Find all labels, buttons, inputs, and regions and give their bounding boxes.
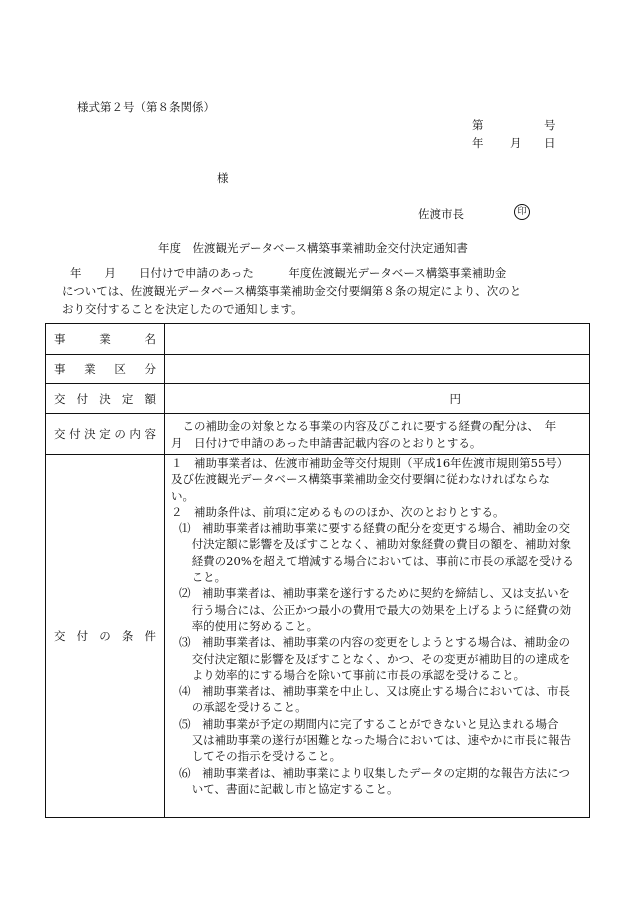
decision-content-label bbox=[46, 414, 165, 455]
table-row bbox=[46, 455, 590, 818]
condition-item bbox=[171, 716, 583, 765]
label-char: 分 bbox=[144, 362, 156, 376]
conditions-list bbox=[165, 455, 590, 818]
condition-line: 経費の20%を超えて増減する場合においては、事前に市長の承認を受ける bbox=[191, 553, 574, 568]
seal-mark: 印 bbox=[514, 204, 530, 220]
form-number: 様式第２号（第８条関係） bbox=[77, 100, 215, 114]
condition-line: してその指示を受けること。 bbox=[191, 749, 342, 764]
table-row bbox=[46, 414, 590, 455]
document-number-suffix: 号 bbox=[544, 118, 556, 132]
date-year-label: 年 bbox=[472, 136, 484, 150]
intro-line: 年 月 日付けで申請のあった 年度佐渡観光データベース構築事業補助金 bbox=[70, 266, 507, 280]
label-char: 交 bbox=[54, 427, 66, 441]
condition-line: 率的使用に努めること。 bbox=[191, 618, 319, 633]
condition-line: 又は補助事業の遂行が困難となった場合においては、速やかに市長に報告 bbox=[191, 733, 572, 748]
project-name-label bbox=[46, 324, 165, 355]
condition-item bbox=[171, 585, 583, 634]
document-number-label: 第 bbox=[472, 118, 484, 132]
grant-decision-table bbox=[45, 323, 590, 818]
label-char: 区 bbox=[114, 362, 126, 376]
intro-line: については、佐渡観光データベース構築事業補助金交付要綱第８条の規定により、次のと bbox=[62, 284, 522, 298]
label-char: 業 bbox=[99, 332, 111, 346]
condition-line: ⑷ 補助事業者は、補助事業を中止し、又は廃止する場合においては、市長 bbox=[179, 684, 571, 699]
date-month-label: 月 bbox=[510, 136, 522, 150]
condition-line: ⑸ 補助事業が予定の期間内に完了することができないと見込まれる場合 bbox=[179, 716, 559, 731]
condition-item bbox=[171, 765, 583, 798]
date-day-label: 日 bbox=[544, 136, 556, 150]
addressee-honorific: 様 bbox=[217, 171, 229, 185]
condition-item bbox=[171, 504, 583, 520]
condition-line: い。 bbox=[171, 488, 194, 503]
condition-line: の承認を受けること。 bbox=[191, 700, 307, 715]
condition-line: 及び佐渡観光データベース構築事業補助金交付要綱に従わなければならな bbox=[171, 472, 550, 487]
grant-amount-unit: 円 bbox=[165, 384, 590, 414]
project-category-label bbox=[46, 355, 165, 384]
label-char: 定 bbox=[121, 391, 134, 406]
label-char: 決 bbox=[84, 427, 96, 441]
label-char: 額 bbox=[144, 391, 156, 406]
intro-line: おり交付することを決定したので通知します。 bbox=[62, 302, 303, 316]
project-category-value bbox=[165, 355, 590, 384]
condition-item bbox=[171, 634, 583, 683]
decision-content-line: この補助金の対象となる事業の内容及びこれに要する経費の配分は、 年 bbox=[182, 419, 557, 433]
grant-amount-label bbox=[46, 384, 165, 414]
condition-line: ⑴ 補助事業者は補助事業に要する経費の配分を変更する場合、補助金の交 bbox=[179, 521, 571, 536]
label-char: 業 bbox=[84, 362, 96, 376]
sender-mayor: 佐渡市長 bbox=[418, 207, 464, 221]
decision-content-text bbox=[165, 414, 590, 455]
label-char: 事 bbox=[54, 332, 66, 346]
condition-item bbox=[171, 520, 583, 585]
label-char: 名 bbox=[144, 332, 156, 346]
table-row bbox=[46, 355, 590, 384]
label-char: 決 bbox=[99, 391, 111, 406]
intro-paragraph bbox=[62, 264, 575, 318]
label-char: 交 bbox=[54, 629, 66, 643]
label-char: 定 bbox=[99, 427, 111, 441]
label-char: の bbox=[99, 629, 111, 643]
label-char: 内 bbox=[129, 427, 141, 441]
condition-item bbox=[171, 455, 583, 504]
table-row bbox=[46, 324, 590, 355]
condition-line: １ 補助事業者は、佐渡市補助金等交付規則（平成16年佐渡市規則第55号） bbox=[171, 456, 569, 470]
label-char: 付 bbox=[76, 391, 89, 406]
condition-line: ⑵ 補助事業者は、補助事業を遂行するために契約を締結し、又は支払いを bbox=[179, 586, 571, 601]
condition-line: いて、書面に記載し市と協定すること。 bbox=[191, 781, 399, 796]
condition-item bbox=[171, 683, 583, 716]
condition-line: 付決定額に影響を及ぼすことなく、補助対象経費の費目の額を、補助対象 bbox=[191, 537, 571, 552]
document-title: 年度 佐渡観光データベース構築事業補助金交付決定通知書 bbox=[158, 241, 468, 255]
label-char: の bbox=[114, 427, 126, 441]
label-char: 付 bbox=[76, 629, 89, 643]
condition-line: 交付決定額に影響を及ぼすことなく、かつ、その変更が補助目的の達成を bbox=[191, 651, 571, 666]
label-char: 交 bbox=[54, 391, 66, 406]
label-char: 事 bbox=[54, 362, 66, 376]
conditions-label bbox=[46, 455, 165, 818]
label-char: 付 bbox=[69, 427, 81, 441]
label-char: 件 bbox=[144, 629, 156, 643]
label-char: 条 bbox=[121, 629, 134, 643]
condition-line: ⑶ 補助事業者は、補助事業の内容の変更をしようとする場合は、補助金の bbox=[179, 635, 571, 650]
condition-line: 行う場合には、公正かつ最小の費用で最大の効果を上げるように経費の効 bbox=[191, 602, 572, 617]
label-char: 容 bbox=[144, 427, 156, 441]
decision-content-line: 月 日付けで申請のあった申請書記載内容のとおりとする。 bbox=[171, 436, 482, 450]
condition-line: ⑹ 補助事業者は、補助事業により収集したデータの定期的な報告方法につ bbox=[179, 765, 570, 780]
project-name-value bbox=[165, 324, 590, 355]
condition-line: こと。 bbox=[191, 570, 227, 585]
condition-line: ２ 補助条件は、前項に定めるもののほか、次のとおりとする。 bbox=[171, 504, 505, 519]
condition-line: より効率的にする場合を除いて事前に市長の承認を受けること。 bbox=[191, 667, 526, 682]
table-row bbox=[46, 384, 590, 414]
